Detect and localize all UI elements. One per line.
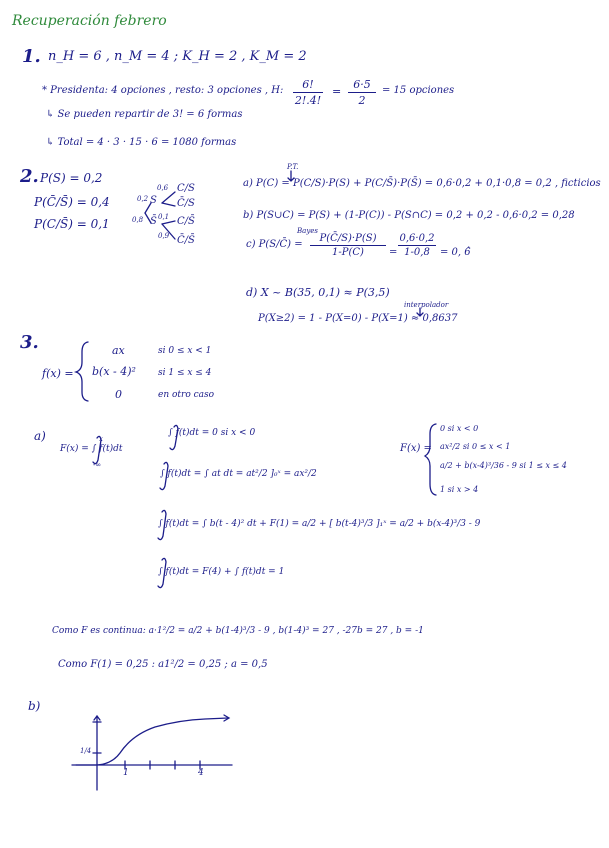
cdf-row-1: ∫ f(t)dt = 0 si x < 0 bbox=[168, 428, 256, 438]
graph-x-tick-label: 4 bbox=[198, 768, 204, 778]
part-3a-label: a) bbox=[34, 429, 46, 443]
fraction-denominator: 2!.4! bbox=[294, 94, 322, 107]
integral-upper-limit: x bbox=[99, 435, 103, 443]
cdf-row-4: ∫ f(t)dt = F(4) + ∫ f(t)dt = 1 bbox=[158, 567, 285, 577]
problem-1-line-3: ↳ Total = 4 · 3 · 15 · 6 = 1080 formas bbox=[46, 137, 237, 148]
tree-label: C/S̄ bbox=[177, 216, 195, 227]
tree-label: 0,8 bbox=[132, 216, 144, 224]
given-3: P(C/S̄) = 0,1 bbox=[34, 217, 110, 231]
fraction-numerator: 0,6·0,2 bbox=[399, 233, 435, 244]
tree-label: C̄/S̄ bbox=[177, 235, 195, 246]
integral-sign bbox=[170, 425, 178, 449]
part-2d-line-2: P(X≥2) = 1 - P(X=0) - P(X=1) ≈ 0,8637 bbox=[258, 313, 458, 324]
page-title: Recuperación febrero bbox=[12, 13, 167, 29]
part-3b-label: b) bbox=[28, 699, 41, 713]
equals-sign: = bbox=[332, 85, 342, 98]
integral-sign bbox=[158, 558, 166, 587]
integral-sign bbox=[160, 462, 168, 489]
density-piece-1-expr: ax bbox=[112, 344, 125, 357]
cdf-row-3: ∫ f(t)dt = ∫ b(t - 4)² dt + F(1) = a/2 + [ b(t-4)³/3 ]₁ˣ = a/2 + b(x-4)³/3 - 9 bbox=[158, 519, 481, 529]
tree-label: S̄ bbox=[150, 216, 157, 227]
problem-1-line-1: * Presidenta: 4 opciones , resto: 3 opciones , H: bbox=[42, 85, 284, 96]
arrow-interp bbox=[417, 308, 423, 316]
fraction-denominator: 1-0,8 bbox=[404, 247, 430, 258]
density-piece-3-expr: 0 bbox=[115, 388, 122, 401]
continuity-line: Como F es continua: a·1²/2 = a/2 + b(1-4)³/3 - 9 , b(1-4)³ = 27 , -27b = 27 , b = -1 bbox=[52, 626, 424, 636]
cdf-piece-1: 0 si x < 0 bbox=[440, 424, 479, 433]
problem-1-number: 1. bbox=[22, 46, 41, 67]
part-2b: b) P(S∪C) = P(S) + (1-P(C)) - P(S∩C) = 0,2 + 0,2 - 0,6·0,2 = 0,28 bbox=[243, 210, 575, 221]
tree-label: 0,6 bbox=[157, 184, 169, 192]
graph-x-tick-label: 1 bbox=[123, 768, 129, 778]
pt-note: P.T. bbox=[287, 163, 299, 171]
given-2: P(C̄/S̄) = 0,4 bbox=[34, 195, 110, 209]
arrow-pt bbox=[288, 171, 294, 181]
density-piece-2-expr: b(x - 4)² bbox=[92, 365, 136, 378]
integral-sign bbox=[158, 510, 166, 539]
fraction-denominator: 1-P(C) bbox=[332, 247, 364, 258]
tree-label: C̄/S bbox=[177, 198, 195, 209]
problem-1-header: n_H = 6 , n_M = 4 ; K_H = 2 , K_M = 2 bbox=[48, 49, 307, 64]
bayes-note: Bayes bbox=[297, 227, 319, 235]
probability-tree-branches bbox=[145, 192, 175, 239]
f1-condition-line: Como F(1) = 0,25 : a1²/2 = 0,25 ; a = 0,5 bbox=[58, 659, 268, 670]
given-1: P(S) = 0,2 bbox=[40, 171, 103, 185]
tree-label: C/S bbox=[177, 183, 195, 194]
cdf-graph bbox=[72, 715, 232, 790]
interpolation-note: interpolador bbox=[404, 301, 449, 309]
equals-sign: = bbox=[389, 247, 398, 258]
density-brace bbox=[76, 342, 88, 401]
cdf-piece-4: 1 si x > 4 bbox=[440, 485, 479, 494]
part-2c-result: = 0, 6̂ bbox=[440, 247, 471, 258]
integral-lower-limit: -∞ bbox=[93, 461, 102, 469]
cdf-definition: F(x) = ∫ f(t)dt bbox=[60, 444, 123, 454]
density-label: f(x) = bbox=[42, 367, 74, 380]
cdf-label: F(x) = bbox=[400, 443, 432, 454]
integral-sign bbox=[93, 436, 101, 463]
part-2d-line-1: d) X ~ B(35, 0,1) ≈ P(3,5) bbox=[246, 286, 390, 299]
part-2a: a) P(C) = P(C/S)·P(S) + P(C/S̄)·P(S̄) = 0,6·0,2 + 0,1·0,8 = 0,2 , ficticios bbox=[243, 178, 601, 189]
graph-y-label: 1/4 bbox=[80, 747, 92, 755]
fraction-numerator: 6·5 bbox=[353, 78, 371, 91]
cdf-piece-3: a/2 + b(x-4)³/36 - 9 si 1 ≤ x ≤ 4 bbox=[440, 461, 567, 470]
problem-3-number: 3. bbox=[20, 332, 39, 353]
cdf-row-2: ∫ f(t)dt = ∫ at dt = at²/2 ]₀ˣ = ax²/2 bbox=[160, 469, 317, 479]
density-piece-1-cond: si 0 ≤ x < 1 bbox=[158, 346, 212, 356]
cdf-curve bbox=[76, 718, 228, 765]
fraction-numerator: 6! bbox=[302, 78, 314, 91]
fraction-numerator: P(C̄/S)·P(S) bbox=[319, 233, 377, 244]
cdf-piece-2: ax²/2 si 0 ≤ x < 1 bbox=[440, 442, 511, 451]
tree-label: 0,1 bbox=[158, 213, 170, 221]
tree-label: 0,2 bbox=[137, 195, 149, 203]
density-piece-2-cond: si 1 ≤ x ≤ 4 bbox=[158, 368, 212, 378]
tree-label: 0,9 bbox=[158, 232, 170, 240]
problem-2-number: 2. bbox=[20, 166, 39, 187]
fraction-denominator: 2 bbox=[358, 94, 366, 107]
part-2c-label: c) P(S/C̄) = bbox=[246, 239, 303, 250]
density-piece-3-cond: en otro caso bbox=[158, 390, 215, 400]
cdf-brace bbox=[425, 424, 436, 495]
tree-label: S bbox=[150, 195, 157, 206]
problem-1-result: = 15 opciones bbox=[382, 85, 455, 96]
problem-1-line-2: ↳ Se pueden repartir de 3! = 6 formas bbox=[46, 109, 243, 120]
